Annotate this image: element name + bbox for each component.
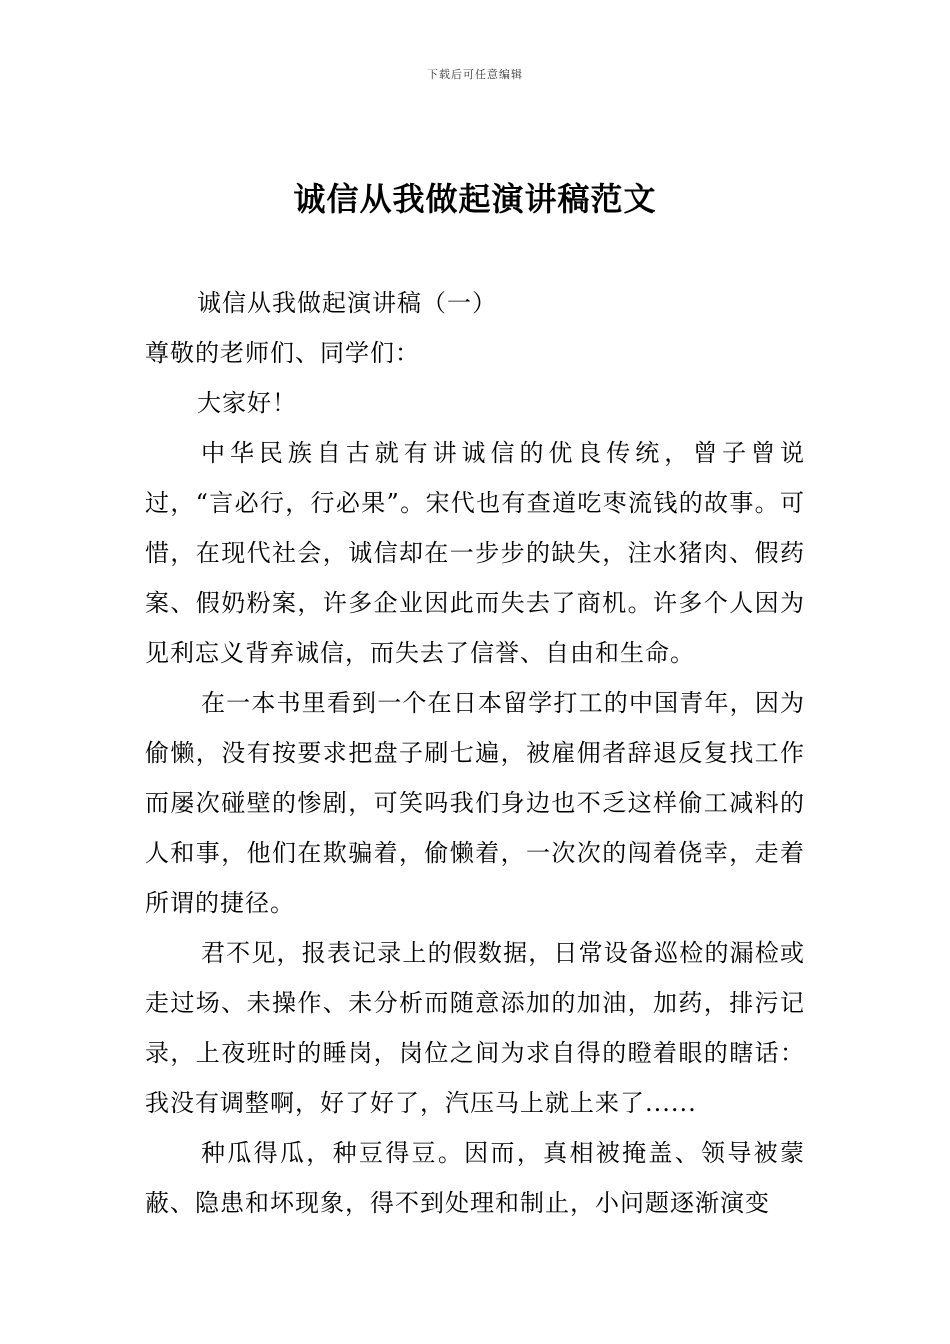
paragraph: 君不见，报表记录上的假数据，日常设备巡检的漏检或走过场、未操作、未分析而随意添加的加油，加药，排污记录，上夜班时的睡岗，岗位之间为求自得的瞪着眼的瞎话：我没有调整啊，好了好了，汽压马上就上来了...... <box>145 939 805 1117</box>
header-note: 下载后可任意编辑 <box>427 68 523 81</box>
salutation: 尊敬的老师们、同学们： <box>145 339 420 367</box>
paragraph: 在一本书里看到一个在日本留学打工的中国青年，因为偷懒，没有按要求把盘子刷七遍，被雇佣者辞退反复找工作而屡次碰壁的惨剧，可笑吗我们身边也不乏这样偷工减料的人和事，他们在欺骗着，偷懒着，一次次的闯着侥幸，走着所谓的捷径。 <box>145 689 805 917</box>
paragraph: 中华民族自古就有讲诚信的优良传统，曾子曾说过，“言必行，行必果”。宋代也有查道吃枣流钱的故事。可惜，在现代社会，诚信却在一步步的缺失，注水猪肉、假药案、假奶粉案，许多企业因此而失去了商机。许多个人因为见利忘义背弃诚信，而失去了信誉、自由和生命。 <box>145 439 805 667</box>
document-body <box>145 278 805 1228</box>
paragraph: 种瓜得瓜，种豆得豆。因而，真相被掩盖、领导被蒙蔽、隐患和坏现象，得不到处理和制止，小问题逐渐演变 <box>145 1139 805 1217</box>
document-title: 诚信从我做起演讲稿范文 <box>293 180 657 218</box>
greeting: 大家好！ <box>197 389 297 417</box>
speech-subtitle: 诚信从我做起演讲稿（一） <box>197 289 497 317</box>
